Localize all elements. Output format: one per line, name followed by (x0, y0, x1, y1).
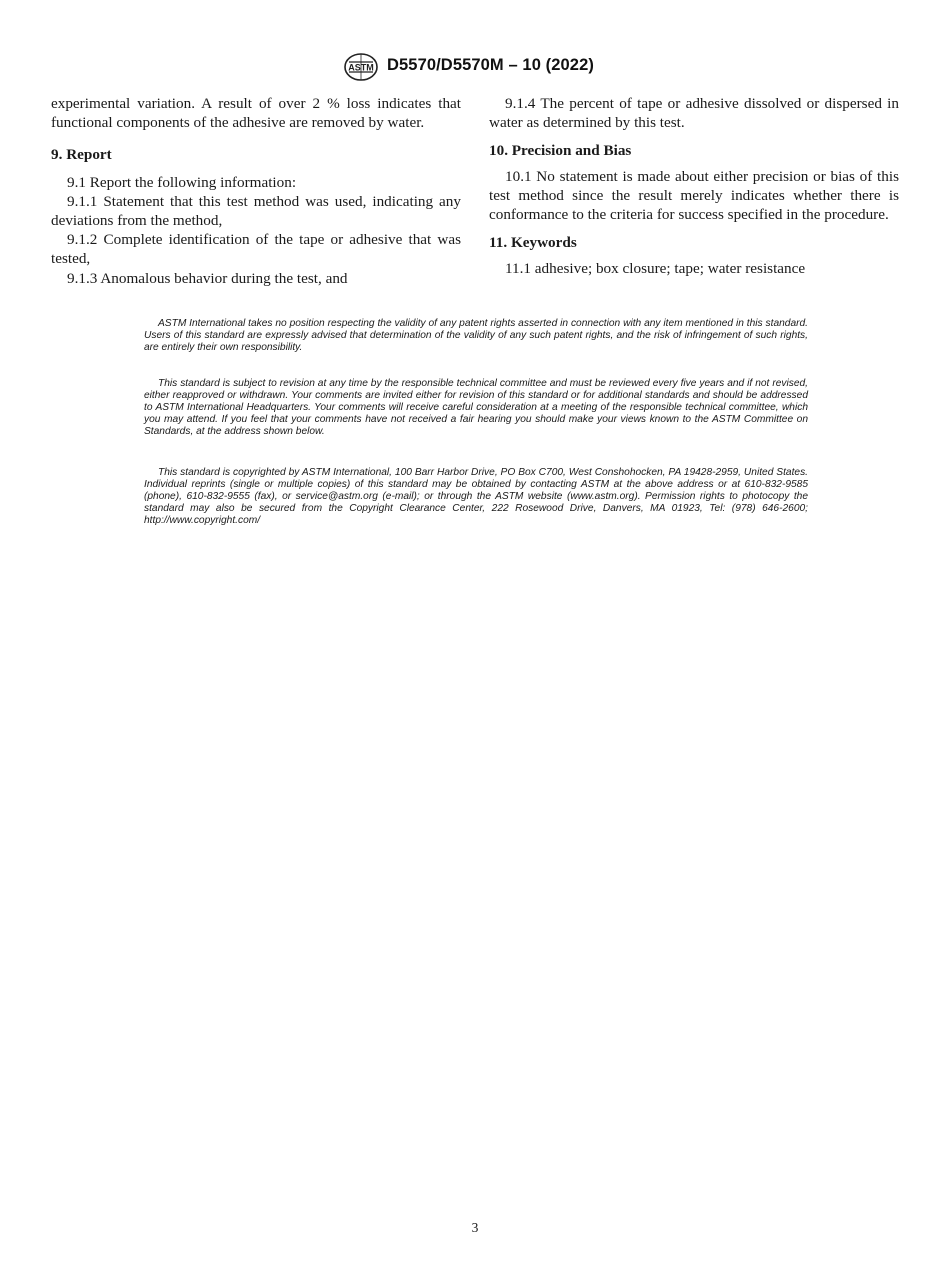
section-10-heading: 10. Precision and Bias (489, 142, 632, 160)
paragraph-9-1: 9.1 Report the following information: (67, 173, 297, 191)
right-column (489, 94, 899, 279)
revision-notice: This standard is subject to revision at any time by the responsible technical committee and must be reviewed every five years and if not revised, either reapproved or withdrawn. Your comments are invited either for revision of this standard or for additional standards and should be addressed to ASTM International Headquarters. Your comments will receive careful consideration at a meeting of the responsible technical committee, which you may attend. If you feel that your comments have not received a fair hearing you should make your views known to the ASTM Committee on Standards, at the address shown below. (144, 378, 808, 437)
left-column (51, 94, 461, 288)
paragraph-9-1-1: 9.1.1 Statement that this test method was used, indicating any deviations from the method, (51, 192, 461, 230)
page-number: 3 (471, 1220, 479, 1235)
section-9-heading: 9. Report (51, 146, 112, 164)
page-header (0, 52, 950, 82)
paragraph-9-1-3: 9.1.3 Anomalous behavior during the test, and (67, 269, 348, 287)
paragraph-10-1: 10.1 No statement is made about either precision or bias of this test method since the result merely indicates whether there is conformance to the criteria for success specified in the procedure. (489, 167, 899, 224)
section-11-heading: 11. Keywords (489, 234, 577, 252)
copyright-notice: This standard is copyrighted by ASTM International, 100 Barr Harbor Drive, PO Box C700, West Conshohocken, PA 19428-2959, United States. Individual reprints (single or multiple copies) of this standard may be obtained by contacting ASTM at the above address or at 610-832-9585 (phone), 610-832-9555 (fax), or service@astm.org (e-mail); or through the ASTM website (www.astm.org). Permission rights to photocopy the standard may also be secured from the Copyright Clearance Center, 222 Rosewood Drive, Danvers, MA 01923, Tel: (978) 646-2600; http://www.copyright.com/ (144, 467, 808, 526)
paragraph-11-1: 11.1 adhesive; box closure; tape; water resistance (505, 260, 806, 278)
paragraph-9-1-4: 9.1.4 The percent of tape or adhesive dissolved or dispersed in water as determined by this test. (489, 95, 899, 132)
continued-paragraph: experimental variation. A result of over 2 % loss indicates that functional components of the adhesive are removed by water. (51, 95, 461, 132)
standard-designation: D5570/D5570M – 10 (2022) (387, 56, 594, 74)
svg-text:ASTM: ASTM (348, 62, 374, 73)
astm-logo-icon (343, 52, 379, 82)
patent-notice: ASTM International takes no position respecting the validity of any patent rights asserted in connection with any item mentioned in this standard. Users of this standard are expressly advised that determination of the validity of any such patent rights, and the risk of infringement of such rights, are entirely their own responsibility. (144, 318, 808, 353)
paragraph-9-1-2: 9.1.2 Complete identification of the tape or adhesive that was tested, (51, 231, 461, 268)
